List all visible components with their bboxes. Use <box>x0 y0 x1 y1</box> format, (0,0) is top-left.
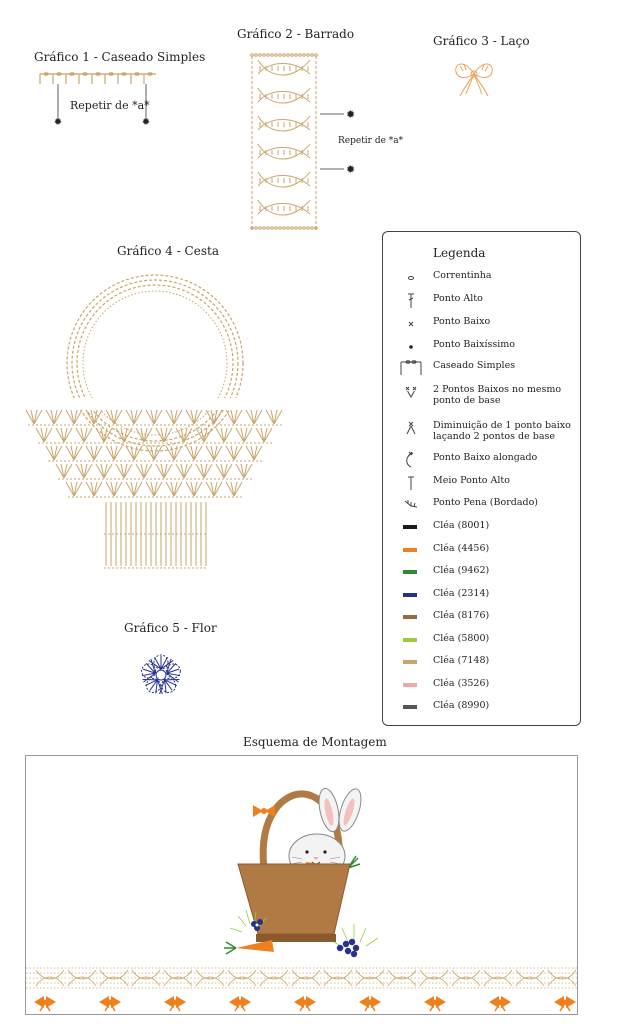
legend-symbol-label: Meio Ponto Alto <box>433 475 510 486</box>
color-swatch <box>403 683 417 687</box>
legend-symbol-label: Ponto Baixo alongado <box>433 452 538 463</box>
simple-buttonhole-icon <box>399 358 423 378</box>
legend-color-row <box>383 698 580 718</box>
svg-text:✹: ✹ <box>53 117 63 128</box>
legend-color-row <box>383 653 580 673</box>
legend-title: Legenda <box>433 246 486 260</box>
legend-color-row <box>383 676 580 696</box>
grafico-1-chart <box>36 66 166 128</box>
legend-color-label: Cléa (9462) <box>433 565 490 576</box>
legend-color-label: Cléa (7148) <box>433 655 490 666</box>
legend-symbol-label: Diminuição de 1 ponto baixo laçando 2 pontos de base <box>433 420 571 442</box>
grafico-5-title: Gráfico 5 - Flor <box>124 621 217 635</box>
color-swatch <box>403 525 417 529</box>
grafico-1-title: Gráfico 1 - Caseado Simples <box>34 50 206 64</box>
svg-text:✹: ✹ <box>346 163 356 176</box>
svg-text:✹: ✹ <box>346 108 356 121</box>
legend-color-row <box>383 563 580 583</box>
legend-color-row <box>383 631 580 651</box>
legend-color-label: Cléa (5800) <box>433 632 490 644</box>
flower-right-icon <box>337 939 359 957</box>
two-sc-same-base-icon <box>399 382 423 402</box>
legend-symbol-row <box>383 450 580 470</box>
legend-symbol-row <box>383 495 580 515</box>
legend-symbol-row <box>383 418 580 442</box>
grass-right <box>334 924 378 948</box>
grafico-4-title: Gráfico 4 - Cesta <box>117 244 219 258</box>
color-swatch <box>403 660 417 664</box>
grafico-2-repeat-label: Repetir de *a* <box>338 136 404 146</box>
grafico-1-repeat-label: Repetir de *a* <box>70 99 150 112</box>
carrot-bottom-icon <box>236 940 274 952</box>
color-swatch <box>403 705 417 709</box>
legend-symbol-row <box>383 382 580 406</box>
legend-color-label: Cléa (8990) <box>433 700 490 711</box>
legend-box <box>382 231 581 726</box>
legend-symbol-row <box>383 268 580 288</box>
legend-symbol-label: Ponto Alto <box>433 293 483 304</box>
legend-color-label: Cléa (8001) <box>433 520 490 531</box>
double-crochet-icon <box>399 291 423 311</box>
legend-symbol-label: Correntinha <box>433 270 492 281</box>
legend-symbol-row <box>383 358 580 378</box>
grafico-4-basket <box>24 270 286 575</box>
grafico-3-title: Gráfico 3 - Laço <box>433 34 530 48</box>
legend-symbol-label: Ponto Baixo <box>433 316 491 327</box>
color-swatch <box>403 638 417 642</box>
elongated-sc-icon <box>399 450 423 470</box>
legend-color-row <box>383 518 580 538</box>
chain-stitch-icon <box>399 268 423 288</box>
feather-stitch-icon <box>399 495 423 515</box>
legend-symbol-label: Ponto Baixíssimo <box>433 339 515 350</box>
legend-color-row <box>383 541 580 561</box>
montage-title: Esquema de Montagem <box>243 735 387 749</box>
legend-symbol-row <box>383 291 580 311</box>
color-swatch <box>403 615 417 619</box>
legend-symbol-label: 2 Pontos Baixos no mesmo ponto de base <box>433 384 562 406</box>
legend-color-row <box>383 586 580 606</box>
legend-symbol-row <box>383 473 580 493</box>
color-swatch <box>403 548 417 552</box>
legend-symbol-label: Ponto Pena (Bordado) <box>433 497 538 508</box>
single-crochet-icon <box>399 314 423 334</box>
legend-color-row <box>383 608 580 628</box>
legend-color-label: Cléa (8176) <box>433 610 490 621</box>
legend-symbol-label: Caseado Simples <box>433 360 516 371</box>
legend-color-label: Cléa (2314) <box>433 587 490 599</box>
montage-panel <box>25 755 578 1015</box>
legend-color-label: Cléa (4456) <box>433 542 490 554</box>
legend-symbol-row <box>383 314 580 334</box>
grafico-2-title: Gráfico 2 - Barrado <box>237 27 355 41</box>
slip-stitch-icon <box>399 337 423 357</box>
grafico-3-bow <box>452 56 496 98</box>
grafico-5-flower <box>138 652 184 698</box>
color-swatch <box>403 570 417 574</box>
legend-symbol-row <box>383 337 580 357</box>
sc-decrease-icon <box>399 418 423 438</box>
legend-color-label: Cléa (3526) <box>433 677 490 689</box>
color-swatch <box>403 593 417 597</box>
montage-illustration <box>26 756 577 1014</box>
half-double-crochet-icon <box>399 473 423 493</box>
svg-text:✹: ✹ <box>141 117 151 128</box>
